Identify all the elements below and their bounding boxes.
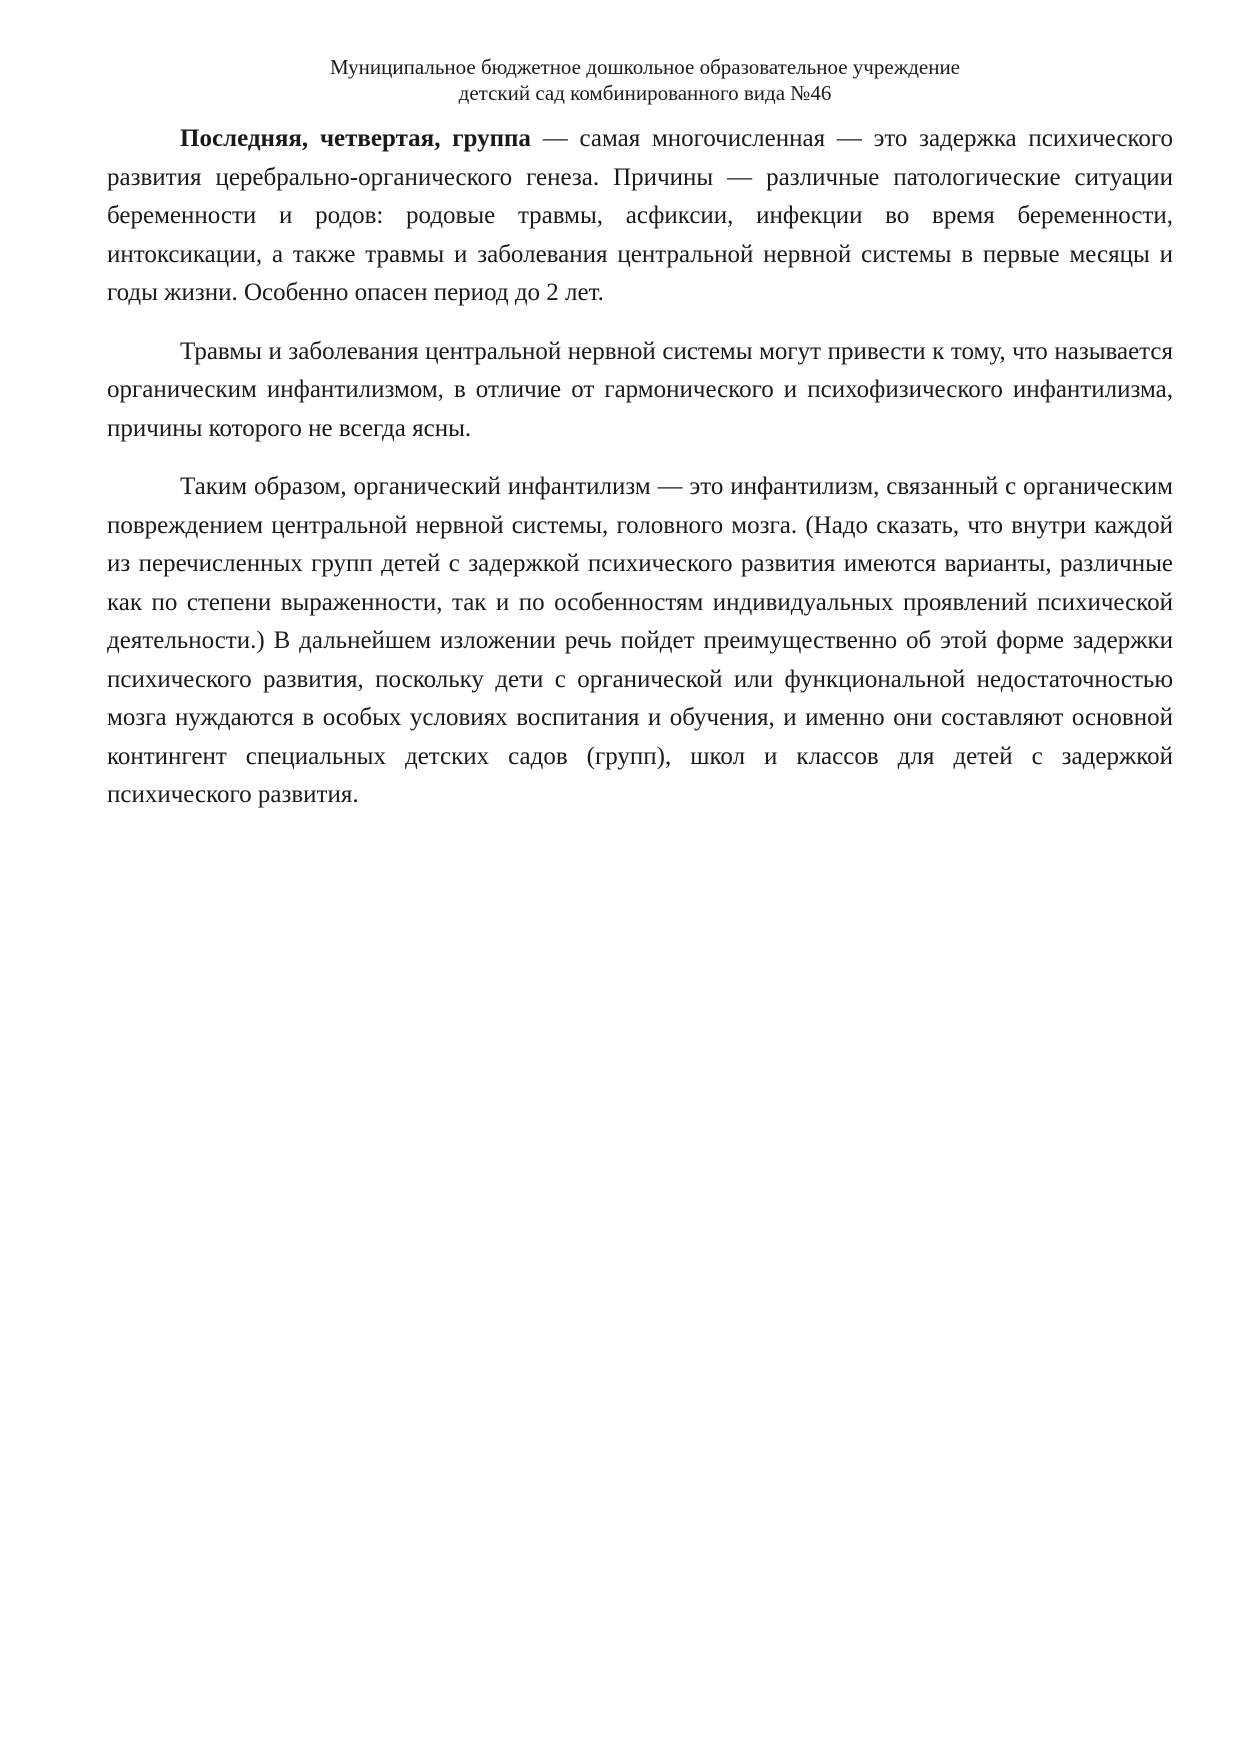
header-line-1: Муниципальное бюджетное дошкольное образовательное учреждение	[330, 55, 960, 79]
paragraph-1	[107, 120, 1173, 313]
institution-header	[0, 54, 1241, 106]
paragraph-1-text: — самая многочисленная — это задержка психического развития церебрально-органического генеза. Причины — различные патологические ситуации беременности и родов: родовые травмы, асфиксии, инфекции во время беременности, интоксикации, а также травмы и заболевания центральной нервной системы в первые месяцы и годы жизни. Особенно опасен период до 2 лет.	[107, 125, 1173, 306]
header-line-2: детский сад комбинированного вида №46	[458, 81, 832, 105]
document-body	[107, 120, 1173, 815]
paragraph-1-lead: Последняя, четвертая, группа	[180, 125, 531, 152]
paragraph-2: Травмы и заболевания центральной нервной системы могут привести к тому, что называется органическим инфантилизмом, в отличие от гармонического и психофизического инфантилизма, причины которого не всегда ясны.	[107, 337, 1173, 442]
paragraph-3: Таким образом, органический инфантилизм — это инфантилизм, связанный с органическим повреждением центральной нервной системы, головного мозга. (Надо сказать, что внутри каждой из перечисленных групп детей с задержкой психического развития имеются варианты, различные как по степени выраженности, так и по особенностям индивидуальных проявлений психической деятельности.) В дальнейшем изложении речь пойдет преимущественно об этой форме задержки психического развития, поскольку дети с органической или функциональной недостаточностью мозга нуждаются в особых условиях воспитания и обучения, и именно они составляют основной контингент специальных детских садов (групп), школ и классов для детей с задержкой психического развития.	[107, 473, 1173, 808]
